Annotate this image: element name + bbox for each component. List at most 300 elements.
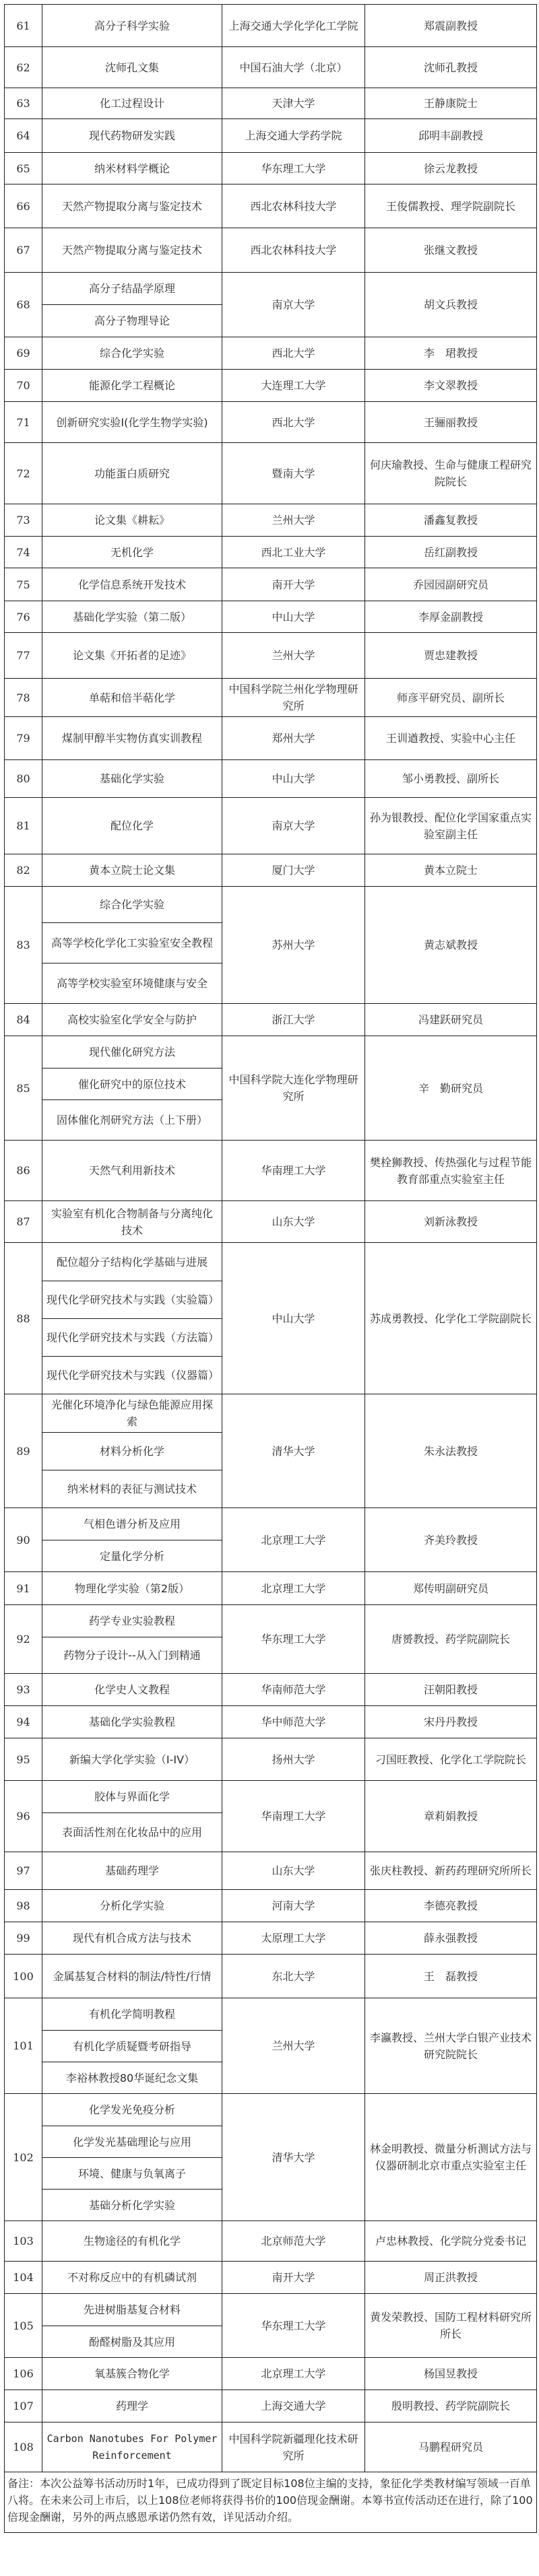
institution: 南京大学 [222,798,365,854]
institution: 暨南大学 [222,443,365,504]
book-title: 天然产物提取分离与鉴定技术 [61,244,202,257]
institution: 华东理工大学 [222,153,365,184]
institution: 北京理工大学 [222,1572,365,1605]
row-number: 83 [5,887,42,1004]
table-row [5,1955,537,1998]
institution: 中山大学 [222,1243,365,1394]
book-titles-cell [42,1998,222,2094]
editor-name: 黄志斌教授 [365,887,537,1004]
table-row [5,273,537,337]
institution: 华中师范大学 [222,1706,365,1738]
book-titles-cell [42,1674,222,1706]
institution: 上海交通大学 [222,2390,365,2422]
book-titles-cell [42,1890,222,1922]
book-titles-cell [42,717,222,760]
book-titles-cell [42,1201,222,1243]
row-number: 98 [5,1890,42,1922]
book-titles-cell [42,2390,222,2422]
book-titles-cell [42,854,222,887]
editor-name: 王骊丽教授 [365,402,537,443]
book-titles-cell [42,1781,222,1852]
editor-name: 岳红副教授 [365,537,537,568]
editor-name: 苏成勇教授、化学化工学院副院长 [365,1243,537,1394]
institution: 中国石油大学（北京） [222,47,365,88]
book-title: 基础分析化学实验 [42,2189,222,2221]
editor-name: 徐云龙教授 [365,153,537,184]
book-title: 化学发光免疫分析 [88,2103,175,2116]
table-row [5,1036,537,1141]
table-row [5,1781,537,1852]
book-titles-cell [42,370,222,402]
book-title: 化学史人文教程 [94,1683,170,1696]
editor-name: 张继文教授 [365,228,537,273]
book-title: 基础药理学 [104,1864,159,1877]
institution: 上海交通大学化学化工学院 [222,5,365,47]
institution: 上海交通大学药学院 [222,119,365,153]
book-title: 物理化学实验（第2版） [74,1582,190,1595]
row-number: 63 [5,88,42,119]
book-title: 化学发光基础理论与应用 [42,2126,222,2157]
book-titles-cell [42,1508,222,1572]
book-titles-cell [42,1004,222,1036]
editor-name: 冯建跃研究员 [365,1004,537,1036]
book-title: 药物分子设计--从入门到精通 [42,1637,222,1673]
book-titles-cell [42,2262,222,2294]
table-row [5,153,537,184]
row-number: 64 [5,119,42,153]
book-titles-cell [42,760,222,798]
editor-name: 李德亮教授 [365,1890,537,1922]
book-title: 综合化学实验 [99,347,164,360]
book-titles-cell [42,153,222,184]
table-row [5,1852,537,1890]
book-titles-cell [42,228,222,273]
institution: 南开大学 [222,568,365,601]
book-titles-cell [42,537,222,568]
institution: 西北农林科技大学 [222,228,365,273]
table-row [5,1141,537,1201]
book-titles-cell [42,443,222,504]
institution: 太原理工大学 [222,1922,365,1955]
table-row [5,1394,537,1508]
table-row [5,443,537,504]
book-title: 煤制甲醇半实物仿真实训教程 [61,732,202,745]
row-number: 65 [5,153,42,184]
table-row [5,1508,537,1572]
book-title: 单萜和倍半萜化学 [88,691,175,704]
table-row [5,633,537,679]
table-row [5,5,537,47]
table-row [5,887,537,1004]
row-number: 103 [5,2221,42,2262]
editor-name: 刘新泳教授 [365,1201,537,1243]
table-row [5,2390,537,2422]
book-title: 现代化学研究技术与实践（实验篇） [42,1281,222,1318]
row-number: 70 [5,370,42,402]
book-title: Carbon Nanotubes For Polymer Reinforcement [46,2432,218,2462]
editor-name: 黄本立院士 [365,854,537,887]
table-row [5,2262,537,2294]
row-number: 101 [5,1998,42,2094]
row-number: 99 [5,1922,42,1955]
editor-name: 潘鑫复教授 [365,504,537,537]
book-titles-cell [42,119,222,153]
book-titles-cell [42,679,222,717]
institution: 厦门大学 [222,854,365,887]
editor-name: 贾忠建教授 [365,633,537,679]
row-number: 66 [5,184,42,228]
book-title: 不对称反应中的有机磷试剂 [67,2271,197,2284]
table-row [5,184,537,228]
institution: 郑州大学 [222,717,365,760]
book-titles-cell [42,2358,222,2390]
book-title: 纳米材料学概论 [94,162,170,175]
book-titles-cell [42,568,222,601]
editor-name: 汪朝阳教授 [365,1674,537,1706]
row-number: 88 [5,1243,42,1394]
editor-name: 王 磊教授 [365,1955,537,1998]
editor-name: 郑传明副研究员 [365,1572,537,1605]
book-title: 高分子物理导论 [42,304,222,337]
book-titles-cell [42,1394,222,1508]
editor-name: 师彦平研究员、副所长 [365,679,537,717]
editor-name: 辛 勤研究员 [365,1036,537,1141]
book-titles-cell [42,47,222,88]
institution: 西北大学 [222,337,365,370]
book-titles-cell [42,1243,222,1394]
book-title: 氧基簇合物化学 [94,2367,170,2380]
institution: 河南大学 [222,1890,365,1922]
row-number: 102 [5,2094,42,2221]
institution: 扬州大学 [222,1738,365,1781]
editor-name: 林金明教授、微量分析测试方法与仪器研制北京市重点实验室主任 [365,2094,537,2221]
table-row [5,717,537,760]
book-titles-cell [42,1572,222,1605]
institution: 东北大学 [222,1955,365,1998]
note-row [5,2472,537,2533]
institution: 清华大学 [222,1394,365,1508]
row-number: 67 [5,228,42,273]
table-row [5,601,537,633]
table-row [5,2094,537,2221]
book-titles-cell [42,633,222,679]
table-row [5,760,537,798]
row-number: 107 [5,2390,42,2422]
row-number: 71 [5,402,42,443]
row-number: 91 [5,1572,42,1605]
table-row [5,370,537,402]
institution: 南京大学 [222,273,365,337]
institution: 华东理工大学 [222,1605,365,1674]
book-title: 现代药物研发实践 [88,129,175,142]
book-titles-cell [42,798,222,854]
editor-name: 杨国昱教授 [365,2358,537,2390]
book-title: 高校实验室化学安全与防护 [67,1013,197,1026]
institution: 大连理工大学 [222,370,365,402]
book-title: 创新研究实验I(化学生物学实验) [56,415,208,429]
table-row [5,1738,537,1781]
row-number: 61 [5,5,42,47]
book-title: 分析化学实验 [99,1899,164,1912]
institution: 北京理工大学 [222,1508,365,1572]
row-number: 75 [5,568,42,601]
table-row [5,119,537,153]
editor-name: 唐赟教授、药学院副院长 [365,1605,537,1674]
institution: 兰州大学 [222,1998,365,2094]
book-title: 配位超分子结构化学基础与进展 [56,1255,208,1268]
institution: 中山大学 [222,601,365,633]
row-number: 100 [5,1955,42,1998]
book-titles-cell [42,2221,222,2262]
table-row [5,568,537,601]
book-title: 论文集《开拓者的足迹》 [72,649,191,662]
institution: 山东大学 [222,1852,365,1890]
row-number: 95 [5,1738,42,1781]
book-title: 胶体与界面化学 [94,1790,170,1803]
book-title: 定量化学分析 [42,1540,222,1571]
institution: 南开大学 [222,2262,365,2294]
book-title: 先进树脂基复合材料 [83,2303,181,2316]
book-titles-cell [42,184,222,228]
editor-table [4,4,537,2533]
row-number: 105 [5,2294,42,2358]
book-title: 纳米材料的表征与测试技术 [42,1470,222,1507]
book-title: 能源化学工程概论 [88,379,175,392]
book-titles-cell [42,1141,222,1201]
editor-name: 邱明丰副教授 [365,119,537,153]
editor-name: 郑震副教授 [365,5,537,47]
institution: 兰州大学 [222,504,365,537]
book-titles-cell [42,1706,222,1738]
row-number: 79 [5,717,42,760]
book-title: 催化研究中的原位技术 [42,1068,222,1099]
book-titles-cell [42,2422,222,2472]
book-titles-cell [42,1738,222,1781]
editor-name: 卢忠林教授、化学院分党委书记 [365,2221,537,2262]
table-row [5,1706,537,1738]
institution: 中国科学院大连化学物理研究所 [222,1036,365,1141]
table-row [5,504,537,537]
row-number: 80 [5,760,42,798]
editor-name: 李厚金副教授 [365,601,537,633]
book-titles-cell [42,1036,222,1141]
book-titles-cell [42,88,222,119]
editor-name: 黄发荣教授、国防工程材料研究所所长 [365,2294,537,2358]
institution: 西北农林科技大学 [222,184,365,228]
book-title: 有机化学质疑暨考研指导 [42,2030,222,2062]
editor-name: 薛永强教授 [365,1922,537,1955]
table-row [5,679,537,717]
row-number: 68 [5,273,42,337]
book-title: 高等学校化学化工实验室安全教程 [42,922,222,963]
table-row [5,854,537,887]
row-number: 96 [5,1781,42,1852]
book-titles-cell [42,1955,222,1998]
book-title: 配位化学 [110,819,154,832]
book-title: 天然气利用新技术 [88,1164,175,1177]
editor-name: 王静康院士 [365,88,537,119]
book-title: 气相色谱分析及应用 [83,1518,181,1530]
editor-name: 李 珺教授 [365,337,537,370]
book-titles-cell [42,601,222,633]
table-row [5,1572,537,1605]
row-number: 94 [5,1706,42,1738]
book-title: 表面活性剂在化妆品中的应用 [42,1812,222,1852]
row-number: 90 [5,1508,42,1572]
institution: 西北大学 [222,402,365,443]
editor-name: 殷明教授、药学院副院长 [365,2390,537,2422]
book-titles-cell [42,1922,222,1955]
row-number: 97 [5,1852,42,1890]
row-number: 92 [5,1605,42,1674]
institution: 苏州大学 [222,887,365,1004]
book-title: 生物途径的有机化学 [83,2235,181,2247]
table-row [5,2422,537,2472]
book-titles-cell [42,504,222,537]
table-row [5,47,537,88]
book-title: 高分子结晶学原理 [88,282,175,295]
institution: 西北工业大学 [222,537,365,568]
row-number: 108 [5,2422,42,2472]
book-title: 药学专业实验教程 [88,1615,175,1627]
institution: 北京师范大学 [222,2221,365,2262]
editor-list-document [4,4,536,2533]
book-title: 基础化学实验 [99,772,164,785]
book-title: 综合化学实验 [99,898,164,911]
book-title: 有机化学简明教程 [88,2008,175,2021]
row-number: 86 [5,1141,42,1201]
institution: 中国科学院兰州化学物理研究所 [222,679,365,717]
book-title: 沈师孔文集 [104,61,159,74]
book-titles-cell [42,273,222,337]
book-title: 现代化学研究技术与实践（方法篇） [42,1318,222,1356]
editor-name: 何庆瑜教授、生命与健康工程研究院院长 [365,443,537,504]
institution: 华东理工大学 [222,2294,365,2358]
book-titles-cell [42,887,222,1004]
institution: 浙江大学 [222,1004,365,1036]
institution: 清华大学 [222,2094,365,2221]
book-title: 化学信息系统开发技术 [77,578,186,591]
book-title: 材料分析化学 [42,1432,222,1470]
book-title: 新编大学化学实验（I-IV） [69,1753,195,1766]
row-number: 85 [5,1036,42,1141]
book-title: 药理学 [115,2400,148,2412]
book-titles-cell [42,1605,222,1674]
book-title: 化工过程设计 [99,97,164,110]
editor-name: 王训遒教授、实验中心主任 [365,717,537,760]
table-row [5,228,537,273]
book-title: 基础化学实验教程 [88,1716,175,1728]
row-number: 89 [5,1394,42,1508]
table-row [5,2358,537,2390]
book-titles-cell [42,2094,222,2221]
table-row [5,1890,537,1922]
book-title: 金属基复合材料的制法/特性/行情 [53,1969,212,1983]
row-number: 82 [5,854,42,887]
book-title: 高分子科学实验 [94,19,170,32]
book-title: 现代化学研究技术与实践（仪器篇） [42,1356,222,1394]
row-number: 76 [5,601,42,633]
table-row [5,88,537,119]
book-titles-cell [42,402,222,443]
footnote-text: 备注：本次公益筹书活动历时1年，已成功得到了既定目标108位主编的支持，象征化学类教材编写领域一百单八将。在未来公司上市后，以上108位老师将获得书价的100倍现金酬谢。本筹书宣传活动还在进行，除了100倍现金酬谢，另外的两点感恩承诺仍然有效，详见活动介绍。 [5,2472,537,2533]
editor-name: 胡文兵教授 [365,273,537,337]
row-number: 62 [5,47,42,88]
table-row [5,1674,537,1706]
editor-name: 沈师孔教授 [365,47,537,88]
table-row [5,337,537,370]
book-title: 环境、健康与负氧离子 [42,2157,222,2189]
table-row [5,798,537,854]
book-title: 无机化学 [110,545,154,559]
table-row [5,1922,537,1955]
book-titles-cell [42,2294,222,2358]
table-row [5,1998,537,2094]
editor-name: 章莉娟教授 [365,1781,537,1852]
row-number: 93 [5,1674,42,1706]
table-row [5,2294,537,2358]
table-row [5,537,537,568]
institution: 中国科学院新疆理化技术研究所 [222,2422,365,2472]
row-number: 87 [5,1201,42,1243]
row-number: 78 [5,679,42,717]
row-number: 72 [5,443,42,504]
editor-name: 张庆柱教授、新药药理研究所所长 [365,1852,537,1890]
row-number: 77 [5,633,42,679]
book-titles-cell [42,337,222,370]
book-title: 光催化环境净化与绿色能源应用探索 [51,1398,213,1428]
table-row [5,1004,537,1036]
editor-name: 马鹏程研究员 [365,2422,537,2472]
table-row [5,1201,537,1243]
institution: 华南理工大学 [222,1781,365,1852]
row-number: 69 [5,337,42,370]
row-number: 73 [5,504,42,537]
book-title: 黄本立院士论文集 [88,864,175,877]
editor-name: 王俊儒教授、理学院副院长 [365,184,537,228]
institution: 山东大学 [222,1201,365,1243]
book-title: 现代催化研究方法 [88,1046,175,1058]
editor-name: 宋丹丹教授 [365,1706,537,1738]
institution: 北京理工大学 [222,2358,365,2390]
row-number: 84 [5,1004,42,1036]
book-title: 高等学校实验室环境健康与安全 [42,963,222,1003]
editor-name: 李文翠教授 [365,370,537,402]
editor-name: 乔园园副研究员 [365,568,537,601]
institution: 中山大学 [222,760,365,798]
institution: 兰州大学 [222,633,365,679]
editor-name: 孙为银教授、配位化学国家重点实验室副主任 [365,798,537,854]
editor-name: 刁国旺教授、化学化工学院院长 [365,1738,537,1781]
editor-name: 朱永法教授 [365,1394,537,1508]
editor-name: 邹小勇教授、副所长 [365,760,537,798]
editor-name: 周正洪教授 [365,2262,537,2294]
institution: 华南理工大学 [222,1141,365,1201]
institution: 天津大学 [222,88,365,119]
table-row [5,402,537,443]
table-row [5,1243,537,1394]
book-title: 论文集《耕耘》 [94,514,170,527]
book-title: 酚醛树脂及其应用 [42,2326,222,2357]
table-row [5,2221,537,2262]
book-title: 李裕林教授80华诞纪念文集 [42,2062,222,2093]
book-title: 基础化学实验（第二版） [72,610,191,623]
book-title: 固体催化剂研究方法（上下册） [42,1099,222,1140]
book-titles-cell [42,1852,222,1890]
row-number: 81 [5,798,42,854]
institution: 华南师范大学 [222,1674,365,1706]
row-number: 74 [5,537,42,568]
